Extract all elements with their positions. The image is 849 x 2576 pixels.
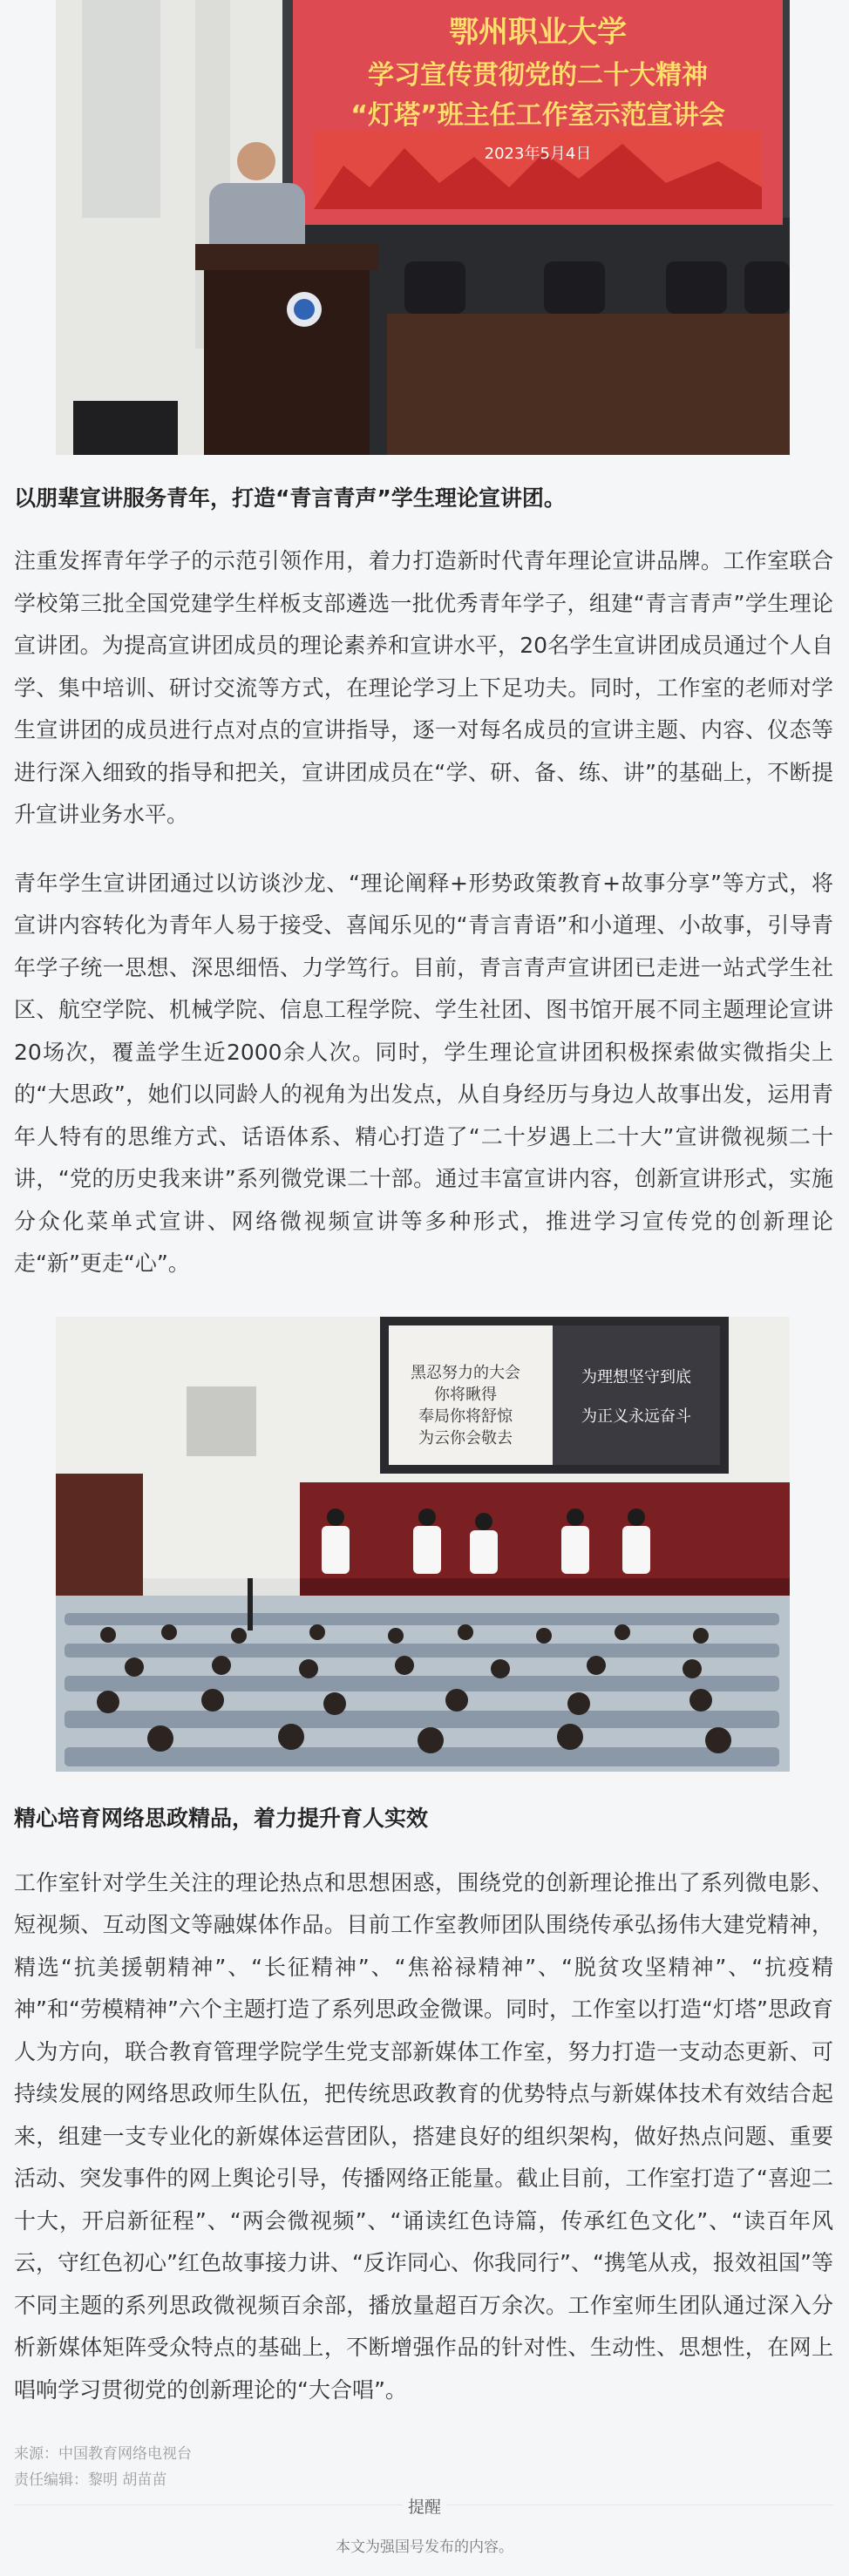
section2-paragraph-1: 工作室针对学生关注的理论热点和思想困惑，围绕党的创新理论推出了系列微电影、短视频、互动图文等融媒体作品。目前工作室教师团队围绕传承弘扬伟大建党精神，精选“抗美援朝精神”、“长征精神”、“焦裕禄精神”、“脱贫攻坚精神”、“抗疫精神”和“劳模精神”六个主题打造了系列思政金微课。同时，工作室以打造“灯塔”思政育人为方向，联合教育管理学院学生党支部新媒体工作室，努力打造一支动态更新、可持续发展的网络思政师生队伍，把传统思政教育的优势特点与新媒体技术有效结合起来，组建一支专业化的新媒体运营团队，搭建良好的组织架构，做好热点问题、重要活动、突发事件的网上舆论引导，传播网络正能量。截止目前，工作室打造了“喜迎二十大，开启新征程”、“两会微视频”、“诵读红色诗篇，传承红色文化”、“读百年风云，守红色初心”红色故事接力讲、“反诈同心、你我同行”、“携笔从戎，报效祖国”等不同主题的系列思政微视频百余部，播放量超百万余次。工作室师生团队通过深入分析新媒体矩阵受众特点的基础上，不断增强作品的针对性、生动性、思想性，在网上唱响学习贯彻党的创新理论的“大合唱”。 <box>14 1869 833 2403</box>
screen-line2: 你将瞅得 <box>434 1385 497 1404</box>
photo-student-lecture[interactable] <box>56 1317 790 1772</box>
screen-line1: 黑忍努力的大会 <box>411 1363 520 1382</box>
notice-title: 提醒 <box>403 2494 446 2518</box>
source-line: 来源：中国教育网络电视台 <box>14 2445 192 2463</box>
photo-lecture-podium[interactable] <box>56 0 790 455</box>
section2-heading: 精心培育网络思政精品，着力提升育人实效 <box>14 1805 429 1831</box>
section1-paragraph-2: 青年学生宣讲团通过以访谈沙龙、“理论阐释+形势政策教育+故事分享”等方式，将宣讲内容转化为青年人易于接受、喜闻乐见的“青言青语”和小道理、小故事，引导青年学子统一思想、深思细悟、力学笃行。目前，青言青声宣讲团已走进一站式学生社区、航空学院、机械学院、信息工程学院、学生社团、图书馆开展不同主题理论宣讲20场次，覆盖学生近2000余人次。同时，学生理论宣讲团积极探索做实微指尖上的“大思政”，她们以同龄人的视角为出发点，从自身经历与身边人故事出发，运用青年人特有的思维方式、话语体系、精心打造了“二十岁遇上二十大”宣讲微视频二十讲，“党的历史我来讲”系列微党课二十部。通过丰富宣讲内容，创新宣讲形式，实施分众化菜单式宣讲、网络微视频宣讲等多种形式，推进学习宣传党的创新理论走“新”更走“心”。 <box>14 870 833 1276</box>
section1-paragraph-1: 注重发挥青年学子的示范引领作用，着力打造新时代青年理论宣讲品牌。工作室联合学校第三批全国党建学生样板支部遴选一批优秀青年学子，组建“青言青声”学生理论宣讲团。为提高宣讲团成员的理论素养和宣讲水平，20名学生宣讲团成员通过个人自学、集中培训、研讨交流等方式，在理论学习上下足功夫。同时，工作室的老师对学生宣讲团的成员进行点对点的宣讲指导，逐一对每名成员的宣讲主题、内容、仪态等进行深入细致的指导和把关，宣讲团成员在“学、研、备、练、讲”的基础上，不断提升宣讲业务水平。 <box>14 548 833 827</box>
editor-line: 责任编辑：黎明 胡苗苗 <box>14 2471 167 2489</box>
notice-text: 本文为强国号发布的内容。 <box>336 2539 513 2556</box>
section1-heading: 以朋辈宣讲服务青年，打造“青言青声”学生理论宣讲团。 <box>14 485 566 511</box>
banner-line1: 学习宣传贯彻党的二十大精神 <box>368 60 708 91</box>
photo-lecture-svg <box>56 0 790 455</box>
banner-date: 2023年5月4日 <box>484 145 592 163</box>
screen-caption1: 为理想坚守到底 <box>581 1367 691 1386</box>
screen-line3: 奉局你将舒惊 <box>418 1407 513 1426</box>
photo-student-svg <box>56 1317 790 1772</box>
screen-line4: 为云你会敬去 <box>418 1428 513 1447</box>
article-body <box>14 0 833 2493</box>
screen-caption2: 为正义永远奋斗 <box>581 1407 691 1426</box>
banner-line2: “灯塔”班主任工作室示范宣讲会 <box>350 100 725 131</box>
banner-title: 鄂州职业大学 <box>449 15 627 50</box>
